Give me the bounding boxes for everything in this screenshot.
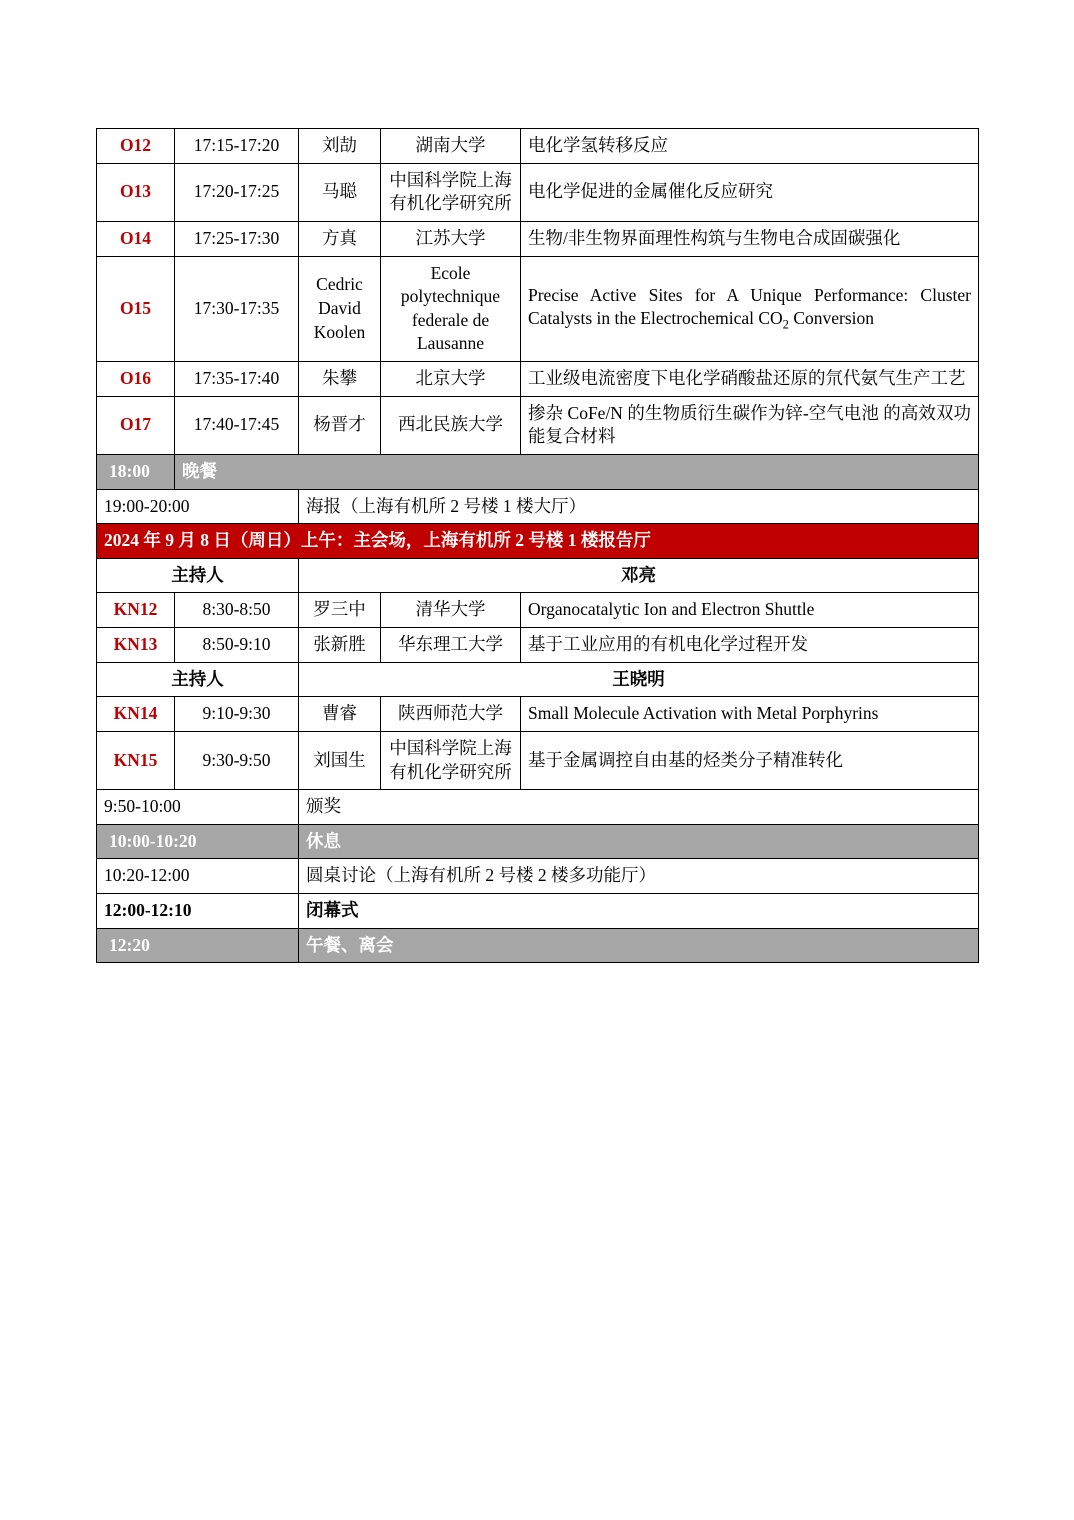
talk-title: 工业级电流密度下电化学硝酸盐还原的氘代氨气生产工艺	[521, 362, 979, 397]
host-row	[97, 558, 979, 593]
talk-title: 生物/非生物界面理性构筑与生物电合成固碳强化	[521, 221, 979, 256]
host-name: 王晓明	[299, 662, 979, 697]
session-code: O16	[97, 362, 175, 397]
bar-time: 12:20	[97, 928, 299, 963]
session-code: KN13	[97, 628, 175, 663]
talk-title: Organocatalytic Ion and Electron Shuttle	[521, 593, 979, 628]
bar-time: 10:00-10:20	[97, 824, 299, 859]
session-time: 17:40-17:45	[175, 396, 299, 454]
session-time: 17:25-17:30	[175, 221, 299, 256]
speaker-org: 江苏大学	[381, 221, 521, 256]
session-code: O14	[97, 221, 175, 256]
session-time: 17:15-17:20	[175, 129, 299, 164]
speaker-org: 湖南大学	[381, 129, 521, 164]
session-code: KN14	[97, 697, 175, 732]
session-code: KN12	[97, 593, 175, 628]
section-bar-dinner	[97, 454, 979, 489]
speaker-name: 马聪	[299, 163, 381, 221]
bar-label: 闭幕式	[299, 894, 979, 929]
table-row	[97, 593, 979, 628]
speaker-name: 刘国生	[299, 731, 381, 789]
speaker-org: 清华大学	[381, 593, 521, 628]
section-bar-lunch	[97, 928, 979, 963]
bar-label: 晚餐	[175, 454, 979, 489]
closing-row	[97, 894, 979, 929]
bar-time: 10:20-12:00	[97, 859, 299, 894]
speaker-org: 陕西师范大学	[381, 697, 521, 732]
session-code: O17	[97, 396, 175, 454]
schedule-table	[96, 128, 979, 963]
bar-label: 圆桌讨论（上海有机所 2 号楼 2 楼多功能厅）	[299, 859, 979, 894]
session-time: 9:30-9:50	[175, 731, 299, 789]
bar-label: 休息	[299, 824, 979, 859]
speaker-org: 华东理工大学	[381, 628, 521, 663]
bar-time: 12:00-12:10	[97, 894, 299, 929]
table-row	[97, 396, 979, 454]
speaker-name: 刘劼	[299, 129, 381, 164]
speaker-name: 杨晋才	[299, 396, 381, 454]
day-header-bar	[97, 524, 979, 559]
talk-title: Small Molecule Activation with Metal Porphyrins	[521, 697, 979, 732]
speaker-name: 曹睿	[299, 697, 381, 732]
talk-title: 掺杂 CoFe/N 的生物质衍生碳作为锌-空气电池 的高效双功能复合材料	[521, 396, 979, 454]
table-row	[97, 731, 979, 789]
session-code: KN15	[97, 731, 175, 789]
session-time: 17:20-17:25	[175, 163, 299, 221]
bar-label: 午餐、离会	[299, 928, 979, 963]
session-time: 17:30-17:35	[175, 256, 299, 362]
speaker-name: 张新胜	[299, 628, 381, 663]
roundtable-row	[97, 859, 979, 894]
talk-title: 电化学氢转移反应	[521, 129, 979, 164]
table-row	[97, 697, 979, 732]
section-bar-break	[97, 824, 979, 859]
host-row	[97, 662, 979, 697]
award-row	[97, 790, 979, 825]
table-row	[97, 163, 979, 221]
talk-title: 基于金属调控自由基的烃类分子精准转化	[521, 731, 979, 789]
host-label: 主持人	[97, 662, 299, 697]
speaker-org: 中国科学院上海有机化学研究所	[381, 163, 521, 221]
bar-label: 颁奖	[299, 790, 979, 825]
bar-time: 19:00-20:00	[97, 489, 299, 524]
table-row	[97, 129, 979, 164]
session-time: 8:50-9:10	[175, 628, 299, 663]
table-row	[97, 221, 979, 256]
session-time: 8:30-8:50	[175, 593, 299, 628]
speaker-org: 中国科学院上海有机化学研究所	[381, 731, 521, 789]
speaker-org: 西北民族大学	[381, 396, 521, 454]
session-time: 17:35-17:40	[175, 362, 299, 397]
table-row	[97, 628, 979, 663]
poster-row	[97, 489, 979, 524]
day-header-label: 2024 年 9 月 8 日（周日）上午：主会场，上海有机所 2 号楼 1 楼报告厅	[97, 524, 979, 559]
speaker-name: 朱攀	[299, 362, 381, 397]
bar-label: 海报（上海有机所 2 号楼 1 楼大厅）	[299, 489, 979, 524]
talk-title: 基于工业应用的有机电化学过程开发	[521, 628, 979, 663]
session-code: O13	[97, 163, 175, 221]
speaker-name: Cedric David Koolen	[299, 256, 381, 362]
bar-time: 9:50-10:00	[97, 790, 299, 825]
speaker-org: 北京大学	[381, 362, 521, 397]
speaker-org: Ecole polytechnique federale de Lausanne	[381, 256, 521, 362]
session-code: O15	[97, 256, 175, 362]
speaker-name: 方真	[299, 221, 381, 256]
table-row	[97, 362, 979, 397]
session-code: O12	[97, 129, 175, 164]
talk-title: 电化学促进的金属催化反应研究	[521, 163, 979, 221]
bar-time: 18:00	[97, 454, 175, 489]
session-time: 9:10-9:30	[175, 697, 299, 732]
host-label: 主持人	[97, 558, 299, 593]
host-name: 邓亮	[299, 558, 979, 593]
speaker-name: 罗三中	[299, 593, 381, 628]
table-row	[97, 256, 979, 362]
talk-title: Precise Active Sites for A Unique Performance: Cluster Catalysts in the Electrochemical $CO_2$ Conversion	[521, 256, 979, 362]
